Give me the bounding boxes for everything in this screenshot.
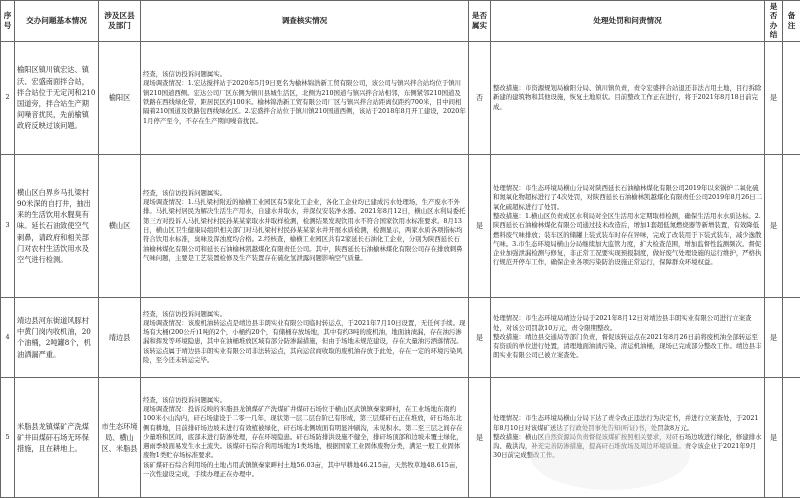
- cell-closed: 是: [765, 154, 783, 297]
- cell-is-true: 是: [469, 377, 491, 497]
- cell-investigation: 经查，该信访投诉问题属实。 现场调查情况：1.马扎梁村附近的榆横工业园区有5家化工企业，各化工企业均已建成污水处理场，生产废水不外排。马扎梁村居民为解决生活生产用水，自建水井取水，井深仅安装净水器。2021年8月12日，横山区水利局委托第三方对投诉人马扎梁村村民孙某某家取水井取样检测，检测结果发现饮用水不符合国家饮用水标准要求。8月13日，横山区卫生健康局组织相关部门对马扎梁村村民孙某某家水井开展水质检测，检测显示，两家水质各项指标均符合饮用水标准，臭味及浑浊度均合格。2.经核查，榆横工业园区共有2家延长石油化工企业，分别为陕西延长石油榆林煤化有限公司和延长石油榆林凯越煤化有限责任公司。其中，陕西延长石油榆林煤化有限公司存在排放刺鼻气味问题，主要是工艺装置检修及生产装置存在硫化氢泄露问题影响空气质量。: [141, 154, 469, 297]
- cell-investigation: 经查，该信访投诉问题属实。 现场调查情况：投诉反映的米脂县龙镇煤矿产洗煤矿井煤矸石场位于横山区武镇镇秦家畔村，在工业场地东南约100米小山沟内，矸石场建设于二零一几年，现状第一层二层台阶已有形成，第三层煤矸石正在堆放，矸石场东北侧有耕地，目前排矸场边坡未进行有效植被绿化，矸石场北侧坡面有明显冲刷沟，未见积水。第二至三层之间存在少量堆积区间，底部未进行防渗处理，存在环境隐患。矸石场防排洪设施不健全，排矸场顶部和边坡未覆土绿化，遇雨季坡面易发生水土流失。该煤矸石综合利用场地为1类场地，根据国家工业固体废物分类，满足一般工业固体废物1类贮存场标准要求。 该矿煤矸石综合利用场的土地占用武镇镇秦家畔村土地56.03亩，其中早耕地46.215亩，天然牧草地48.615亩，一次性建设完成，手续办理正在办理中。: [141, 377, 469, 497]
- cell-no: 4: [1, 297, 15, 377]
- cell-remark: [783, 41, 800, 154]
- header-no: 序号: [1, 1, 15, 42]
- table-row: [1, 154, 800, 297]
- header-closed: 是否办结: [765, 1, 783, 42]
- header-handling: 处理处罚和问责情况: [491, 1, 765, 42]
- cell-investigation: 经查，该信访投诉问题属实。 现场调查情况：1.宏达搅拌站于2020年5月9日更名为榆林锦浩新工贸有限公司，该公司与镇兴拌合站均位于镇川镇210国道西侧。宏达公司厂区东侧为镇川县城生活区，北侧为210国道与镇兴拌合站相邻，东侧紧邻210国道及铁路在西线绿化带，距居民区约100米。榆林锦浩新工贸有限公司厂区与镇兴拌合站距离仅距约700米，目中间相隔着210国道及铁路包西线绿化区。2.宏盛拌合站位于镇川镇210国道西侧，该站于2018年8月开工建设，2020年1月停产至今，不存在生产期间噪音扰民。: [141, 41, 469, 154]
- cell-problem: 米脂县龙镇煤矿产洗煤矿井田煤矸石场无环保措施，且在耕地上。: [15, 377, 99, 497]
- header-region: 涉及区县及部门: [99, 1, 141, 42]
- cell-no: 5: [1, 377, 15, 497]
- table-row: [1, 377, 800, 497]
- cell-remark: [783, 297, 800, 377]
- cell-investigation: 经查，该信访投诉问题属实。 现场调查情况：该废机油转运点是靖边县丰朗实业有限公司临时转运点，于2021年7月10日设置，无任何手续。现场有大桶(200公斤)1吨的2个，小桶约20个，有储桶存放场地，其中有约3吨的废机油，地面油渍漏，存在油污渗漏和挥发等环境隐患，其中在油桶堆放区域有部分防渗漏措施，但由于场地未规范建设，存在大量油污洒落情况。该转运点属于靖边县丰朗实业有限公司非法转运点，其向运营商收取的废机油存放于此处，存在一定的环境污染风险，至今还未转运完毕。: [141, 297, 469, 377]
- table-row: [1, 297, 800, 377]
- cell-no: 2: [1, 41, 15, 154]
- cell-region: 靖边县: [99, 297, 141, 377]
- table-row: [1, 41, 800, 154]
- header-investigation: 调查核实情况: [141, 1, 469, 42]
- cell-region: 榆阳区: [99, 41, 141, 154]
- cell-problem: 横山区白界乡马扎梁村90米深的自打井，抽出来的生活饮用水腥臭有味。延长石油致使空气刺鼻，请政府和相关部门对农村生活饮用水及空气进行检测。: [15, 154, 99, 297]
- cell-closed: 是: [765, 377, 783, 497]
- cell-closed: 是: [765, 297, 783, 377]
- header-remark: 备注: [783, 1, 800, 42]
- header-is-true: 是否属实: [469, 1, 491, 42]
- cell-handling: 处理情况：市生态环境局横山分局对陕西延长石油榆林煤化有限公司2019年以来锅炉二氧化硫和氮氧化物超标进行了4次处罚，对陕西延长石油榆林凯越煤化有限责任公司2019年8月26日二氧化硫超标进行了处罚。 整改措施：1.横山区负责成区水利局对全区生活用水定期取样检测，确保生活用水水质达标。2.陕西延长石油榆林煤化有限公司通过技术改造后，增加1套超低氮燃烧器等新增装置，有效降低燃料废气味排放；装车区的储罐上装式装车时存在异味，完成了改装用于下装式装车，减少逸散气味。3.市生态环境局横山分局继续加大监管力度，扩大检查范围，增加监督性监测频次。督促企业加强泄漏检测与修复，非正常工况要实现预报制度，做好废气处理设施的运行维护，严格执行规范开停车工作，确保企业各项污染防治设施正常运行，保障群众环境权益。: [491, 154, 765, 297]
- header-problem: 交办问题基本情况: [15, 1, 99, 42]
- cell-problem: 榆阳区镇川镇宏达、镇沃、宏盛南面拌合站，拌合站位于无定河和210国道旁，拌合站生产期间噪音扰民，先前榆镇政府反映过该问题。: [15, 41, 99, 154]
- header-row: [1, 1, 800, 42]
- cell-problem: 靖边县河东街道风豚村中黄门岗内收机油，20个油桶，2吨罐8个，机油洒漏严重。: [15, 297, 99, 377]
- cell-handling: 处理情况：市生态环境局靖边分局于2021年8月12日对靖边县丰朗实业有限公司进行立案查处，对该公司罚款10万元，责令限期整改。 整改措施：靖边县交通局等部门负责，督促该转运点在2021年8月26日前将废机油全部转运至有资质的单位进行处置，清理地面油渍污染、清运机油桶，现场已完成部分整改工作。靖边县丰朗实业有限公司已被立案查处。: [491, 297, 765, 377]
- cell-region: 市生态环境局、横山区、米脂县: [99, 377, 141, 497]
- cell-is-true: 是: [469, 154, 491, 297]
- cell-remark: [783, 154, 800, 297]
- cell-region: 横山区: [99, 154, 141, 297]
- cell-remark: [783, 377, 800, 497]
- cell-is-true: 是: [469, 297, 491, 377]
- cell-is-true: 否: [469, 41, 491, 154]
- cell-handling: 处理情况：市生态环境局横山分局下达了责令改正违法行为决定书，并进行立案查处，于2021年8月10日对该煤矿送达了行政处罚事先告知(听证)书，处罚款8万元。 整改措施：横山区自然资源局负责督促该煤矿按照相关要求，对矸石场边坡进行绿化，修建排水沟、截洪沟，补充完善防渗措施，提高矸石堆放场及周边环境质量。责令该企业于2021年9月30日前完成整改工作。: [491, 377, 765, 497]
- cell-handling: 整改措施：市资源规划局榆阳分局、镇川镇负责，责令宏盛拌合站退还非法占用土地，目行拆除新建的建筑物和其他设施，恢复土地原状。目前整改工作正在进行，将于2021年8月18日前完成。: [491, 41, 765, 154]
- cell-closed: 是: [765, 41, 783, 154]
- cell-no: 3: [1, 154, 15, 297]
